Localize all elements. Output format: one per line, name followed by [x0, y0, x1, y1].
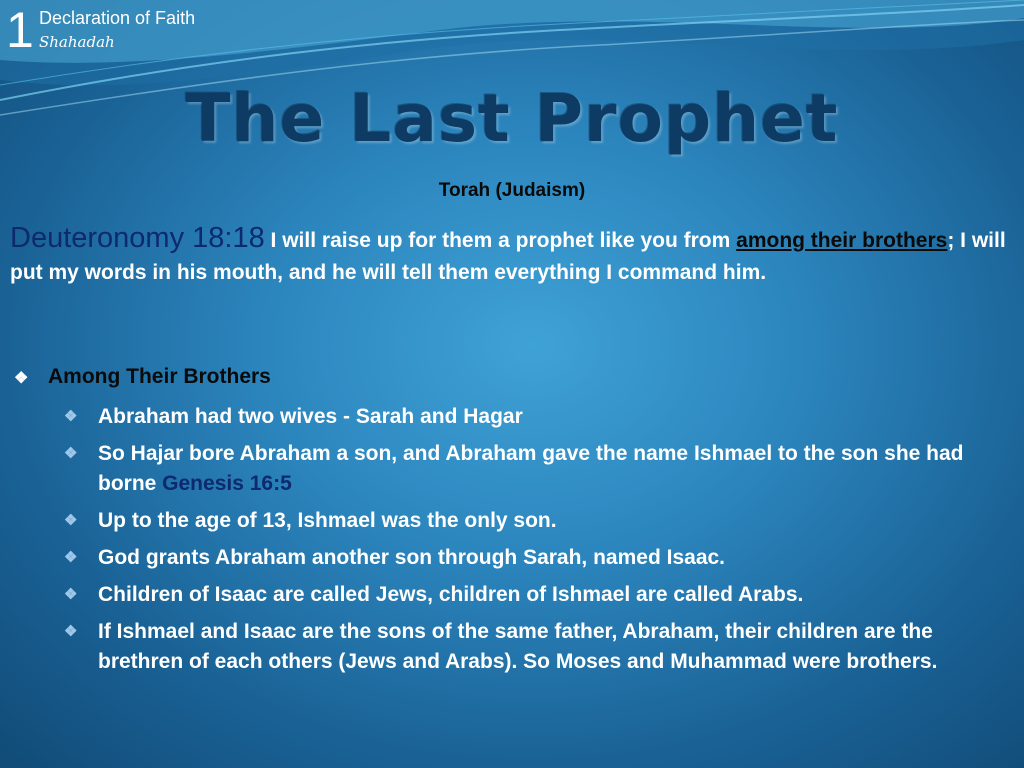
- bullet-heading-text: Among Their Brothers: [48, 365, 271, 388]
- diamond-bullet-icon: ❖: [14, 370, 29, 387]
- diamond-bullet-icon: ❖: [64, 512, 78, 529]
- list-item: [64, 543, 1014, 573]
- section-title: Declaration of Faith: [39, 8, 196, 28]
- slide-subheading: Torah (Judaism): [438, 180, 586, 201]
- section-number: 1: [6, 2, 34, 58]
- verse-highlight: among their brothers: [736, 229, 948, 252]
- diamond-bullet-icon: ❖: [64, 549, 78, 566]
- verse-paragraph: [10, 222, 1010, 289]
- list-item-reference: Genesis 16:5: [162, 472, 292, 495]
- list-item: [64, 580, 1014, 610]
- list-item-text: Children of Isaac are called Jews, children of Ishmael are called Arabs.: [98, 583, 804, 606]
- verse-text-after: ; I will put my words in his mouth, and he will tell them everything I command him.: [10, 229, 1006, 284]
- bullet-heading: [14, 365, 271, 389]
- sub-bullet-list: [64, 402, 1014, 684]
- diamond-bullet-icon: ❖: [64, 445, 78, 462]
- slide-title: The Last Prophet: [185, 80, 839, 157]
- list-item-text: God grants Abraham another son through Sarah, named Isaac.: [98, 546, 726, 569]
- diamond-bullet-icon: ❖: [64, 623, 78, 640]
- diamond-bullet-icon: ❖: [64, 408, 78, 425]
- verse-reference: Deuteronomy 18:18: [10, 222, 265, 254]
- list-item: [64, 617, 1014, 677]
- diamond-bullet-icon: ❖: [64, 586, 78, 603]
- list-item: [64, 439, 1014, 499]
- list-item-text: Up to the age of 13, Ishmael was the only son.: [98, 509, 557, 532]
- list-item-text: If Ishmael and Isaac are the sons of the same father, Abraham, their children are the brethren of each others (Jews and Arabs). So Moses and Muhammad were brothers.: [98, 620, 938, 673]
- section-subtitle: Shahadah: [39, 33, 115, 51]
- list-item-text: So Hajar bore Abraham a son, and Abraham gave the name Ishmael to the son she had borne: [98, 442, 964, 495]
- list-item: [64, 402, 1014, 432]
- list-item-text: Abraham had two wives - Sarah and Hagar: [98, 405, 523, 428]
- list-item: [64, 506, 1014, 536]
- verse-text-before: I will raise up for them a prophet like you from: [264, 229, 737, 252]
